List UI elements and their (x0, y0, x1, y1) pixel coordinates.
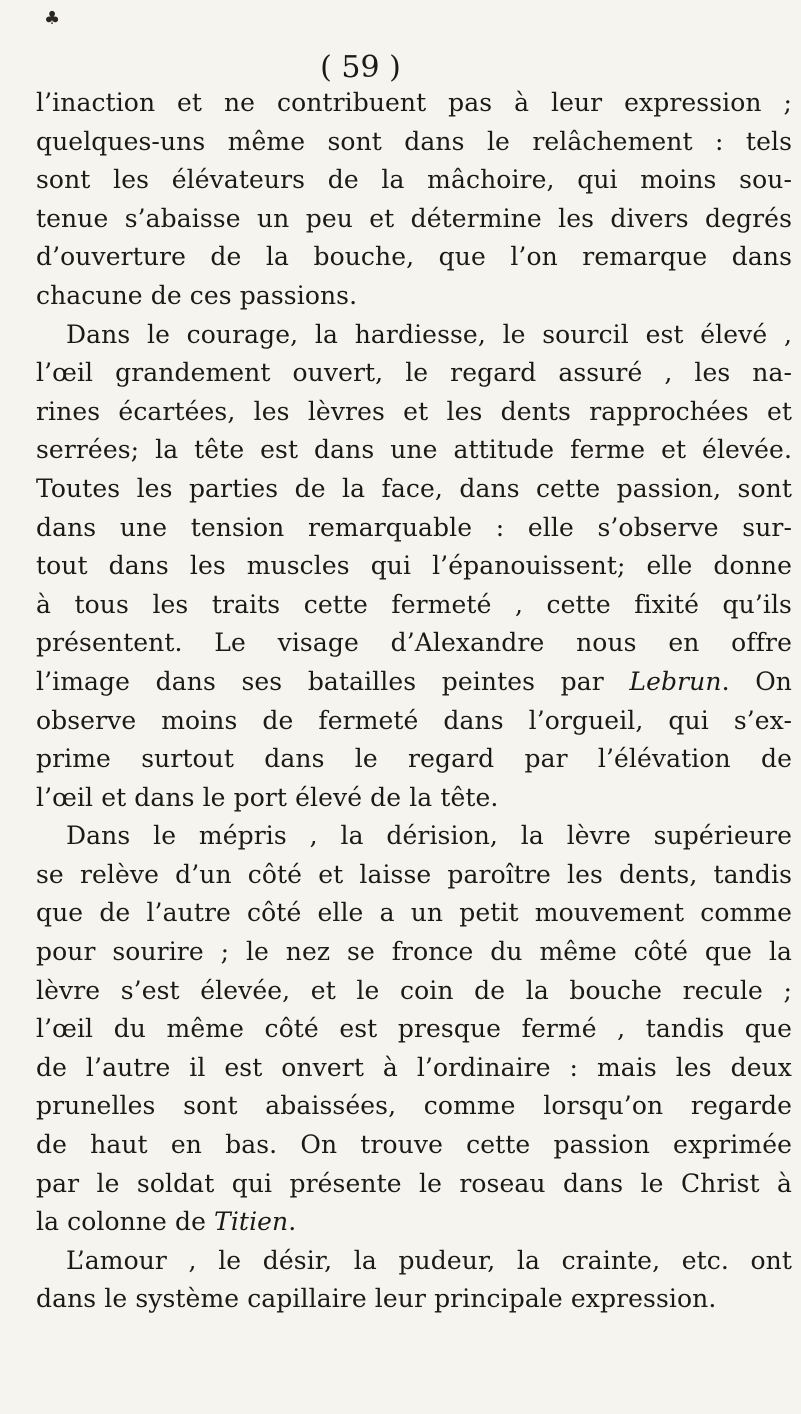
text-line: prime surtout dans le regard par l’élévation de (36, 744, 792, 774)
text-line: présentent. Le visage d’Alexandre nous en offre (36, 628, 792, 658)
paragraph-start-line: L’amour , le désir, la pudeur, la crainte, etc. ont (66, 1245, 792, 1275)
painter-name-lebrun: Lebrun (629, 666, 722, 696)
text-line: l’œil et dans le port élevé de la tête. (36, 782, 499, 812)
text-line: par le soldat qui présente le roseau dans le Christ à (36, 1168, 792, 1198)
text-line: à tous les traits cette fermeté , cette fixité qu’ils (36, 589, 792, 619)
text-line: la colonne de Titien. (36, 1207, 297, 1237)
text-line: dans le système capillaire leur principale expression. (36, 1284, 717, 1314)
paragraph-start-line: Dans le courage, la hardiesse, le sourcil est élevé , (66, 319, 792, 349)
body-text (36, 84, 792, 1319)
text-line: prunelles sont abaissées, comme lorsqu’on regarde (36, 1091, 792, 1121)
text-line: tout dans les muscles qui l’épanouissent; elle donne (36, 551, 792, 581)
printer-mark: ♣ (44, 8, 61, 29)
text-line: observe moins de fermeté dans l’orgueil, qui s’ex- (36, 705, 792, 735)
text-line: lèvre s’est élevée, et le coin de la bouche recule ; (36, 975, 792, 1005)
text-line: l’œil du même côté est presque fermé , tandis que (36, 1014, 792, 1044)
text-line: de haut en bas. On trouve cette passion exprimée (36, 1130, 792, 1160)
painter-name-titien: Titien (214, 1207, 289, 1237)
text-line: dans une tension remarquable : elle s’observe sur- (36, 512, 792, 542)
text-line: sont les élévateurs de la mâchoire, qui moins sou- (36, 165, 792, 195)
text-line: serrées; la tête est dans une attitude ferme et élevée. (36, 435, 792, 465)
text-line: chacune de ces passions. (36, 280, 358, 310)
text-line: de l’autre il est onvert à l’ordinaire : mais les deux (36, 1052, 792, 1082)
text-line: tenue s’abaisse un peu et détermine les divers degrés (36, 203, 792, 233)
text-line: Toutes les parties de la face, dans cette passion, sont (36, 473, 792, 503)
text-line: se relève d’un côté et laisse paroître les dents, tandis (36, 859, 792, 889)
paragraph-start-line: Dans le mépris , la dérision, la lèvre supérieure (66, 821, 792, 851)
text-line: que de l’autre côté elle a un petit mouvement comme (36, 898, 792, 928)
text-line: rines écartées, les lèvres et les dents rapprochées et (36, 396, 792, 426)
text-line: quelques-uns même sont dans le relâchement : tels (36, 126, 792, 156)
text-line: d’ouverture de la bouche, que l’on remarque dans (36, 242, 792, 272)
text-line: pour sourire ; le nez se fronce du même côté que la (36, 937, 792, 967)
text-line: l’image dans ses batailles peintes par Lebrun. On (36, 666, 792, 696)
text-line: l’inaction et ne contribuent pas à leur expression ; (36, 88, 792, 117)
text-line: l’œil grandement ouvert, le regard assuré , les na- (36, 358, 792, 388)
page-number: ( 59 ) (320, 50, 401, 85)
